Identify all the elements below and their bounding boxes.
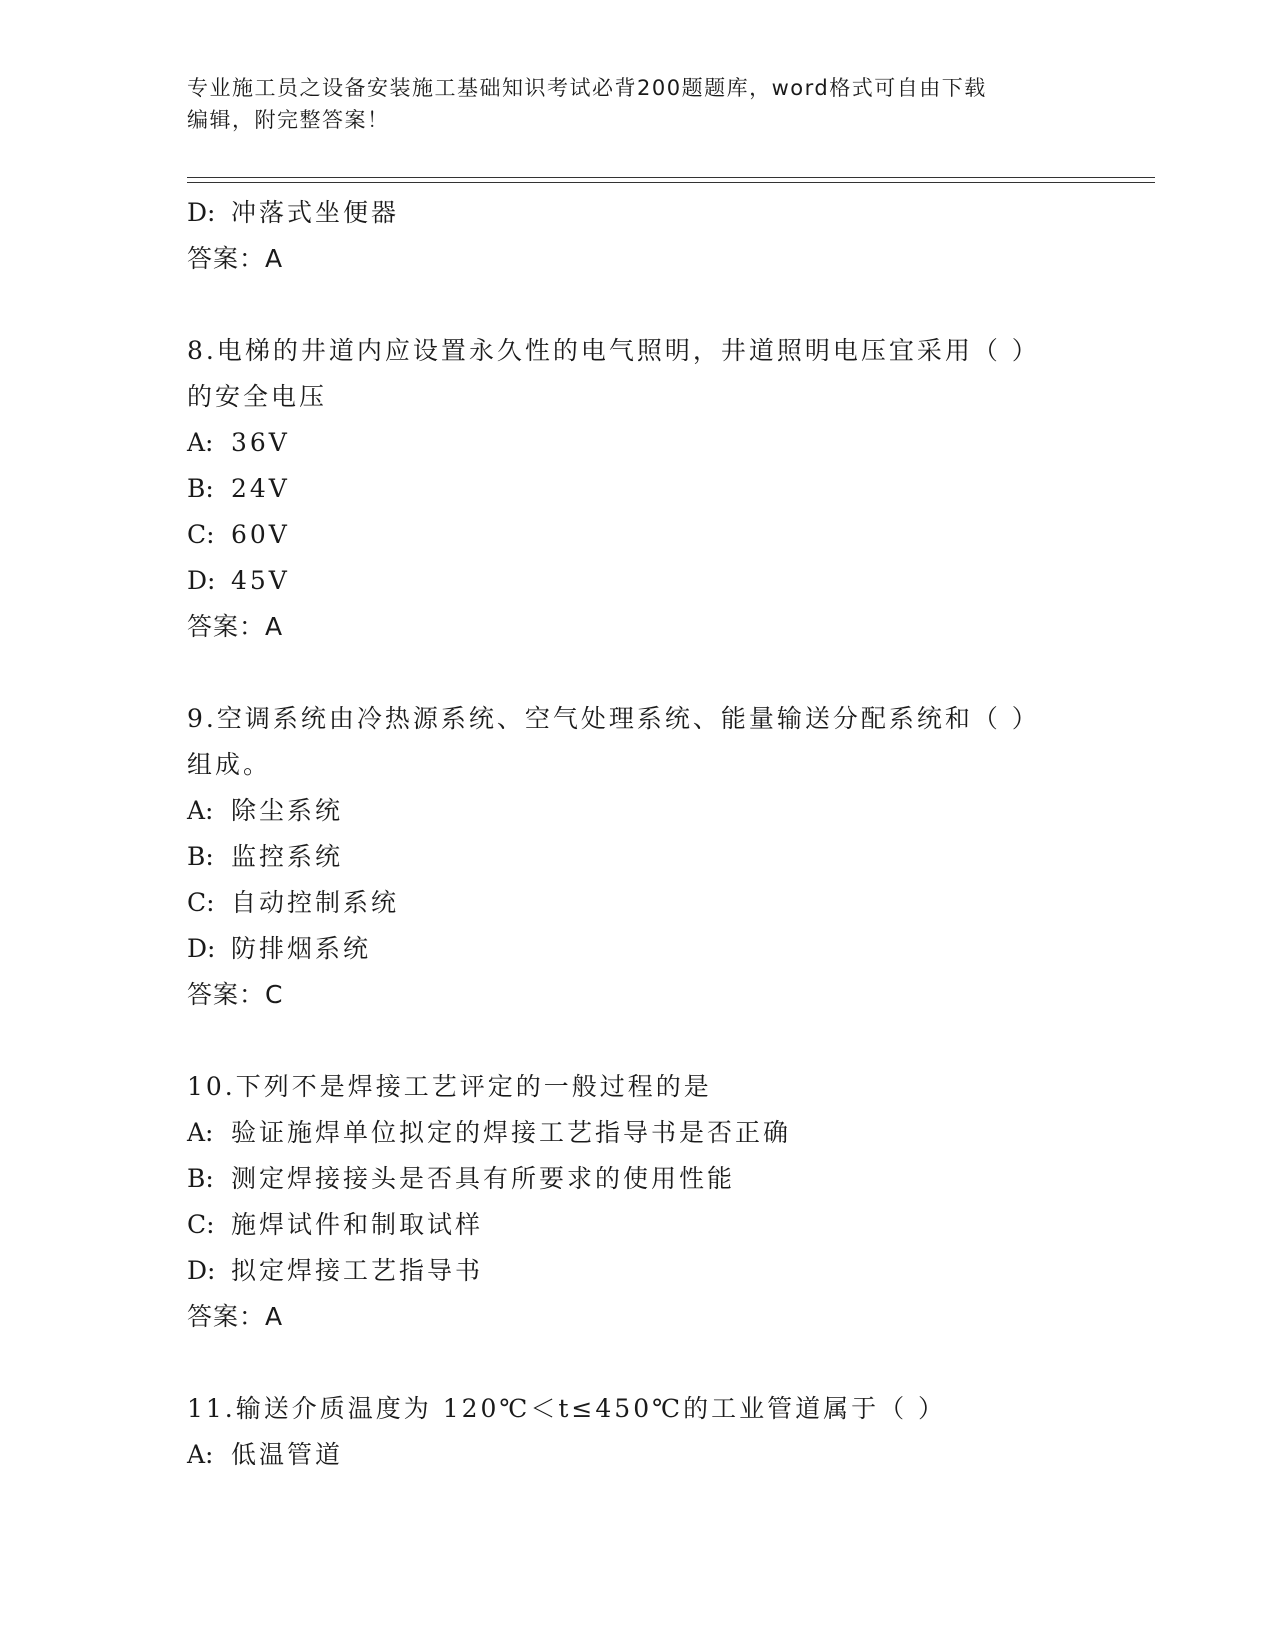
- option-text: 监控系统: [231, 842, 344, 871]
- option-key: D:: [187, 566, 216, 595]
- option-key: A:: [187, 428, 214, 457]
- header-rule-top: [187, 177, 1155, 178]
- option-text: 24V: [231, 474, 290, 503]
- option-key: C:: [187, 888, 215, 917]
- option-text: 低温管道: [231, 1440, 344, 1469]
- question-8: [187, 328, 1087, 650]
- option-d: [187, 558, 1087, 604]
- spacer: [187, 1340, 1087, 1386]
- answer: 答案：A: [187, 612, 284, 641]
- header-line-1: 专业施工员之设备安装施工基础知识考试必背200题题库，word格式可自由下载: [187, 76, 987, 100]
- answer: 答案：A: [187, 1302, 284, 1331]
- option-key: C:: [187, 1210, 215, 1239]
- option-c: [187, 880, 1087, 926]
- option-a: [187, 788, 1087, 834]
- question-11: [187, 1386, 1087, 1478]
- option-key: A:: [187, 1440, 214, 1469]
- option-text: 自动控制系统: [231, 888, 400, 917]
- option-b: [187, 1156, 1087, 1202]
- option-text: 60V: [231, 520, 290, 549]
- question-9: [187, 696, 1087, 1018]
- option-text: 冲落式坐便器: [231, 198, 400, 227]
- document-header: [187, 72, 1067, 136]
- option-text: 45V: [231, 566, 290, 595]
- header-line-2: 编辑，附完整答案！: [187, 108, 390, 132]
- option-a: [187, 420, 1087, 466]
- option-d: [187, 926, 1087, 972]
- option-key: B:: [187, 1164, 214, 1193]
- header-rule-bottom: [187, 182, 1155, 183]
- option-key: B:: [187, 842, 214, 871]
- question-content: [187, 190, 1087, 1478]
- question-text-line: 9.空调系统由冷热源系统、空气处理系统、能量输送分配系统和（ ）: [187, 704, 1040, 733]
- option-key: C:: [187, 520, 215, 549]
- question-text-line: 10.下列不是焊接工艺评定的一般过程的是: [187, 1072, 712, 1101]
- question-text-line: 组成。: [187, 750, 272, 779]
- option-key: A:: [187, 1118, 214, 1147]
- option-text: 除尘系统: [231, 796, 344, 825]
- option-key: D:: [187, 198, 216, 227]
- option-c: [187, 512, 1087, 558]
- question-text-line: 的安全电压: [187, 382, 328, 411]
- spacer: [187, 1018, 1087, 1064]
- spacer: [187, 282, 1087, 328]
- question-text-line: 8.电梯的井道内应设置永久性的电气照明，井道照明电压宜采用（ ）: [187, 336, 1040, 365]
- option-b: [187, 466, 1087, 512]
- option-key: D:: [187, 934, 216, 963]
- option-text: 防排烟系统: [231, 934, 372, 963]
- option-a: [187, 1110, 1087, 1156]
- option-c: [187, 1202, 1087, 1248]
- option-key: D:: [187, 1256, 216, 1285]
- question-text-line: 11.输送介质温度为 120℃＜t≤450℃的工业管道属于（ ）: [187, 1394, 947, 1423]
- option-d: [187, 190, 1087, 236]
- answer: 答案：A: [187, 244, 284, 273]
- option-text: 验证施焊单位拟定的焊接工艺指导书是否正确: [231, 1118, 792, 1147]
- question-10: [187, 1064, 1087, 1340]
- option-key: B:: [187, 474, 214, 503]
- spacer: [187, 650, 1087, 696]
- option-a: [187, 1432, 1087, 1478]
- option-text: 36V: [231, 428, 290, 457]
- option-text: 拟定焊接工艺指导书: [231, 1256, 484, 1285]
- option-d: [187, 1248, 1087, 1294]
- option-text: 施焊试件和制取试样: [231, 1210, 484, 1239]
- answer: 答案：C: [187, 980, 284, 1009]
- option-text: 测定焊接接头是否具有所要求的使用性能: [231, 1164, 736, 1193]
- option-key: A:: [187, 796, 214, 825]
- option-b: [187, 834, 1087, 880]
